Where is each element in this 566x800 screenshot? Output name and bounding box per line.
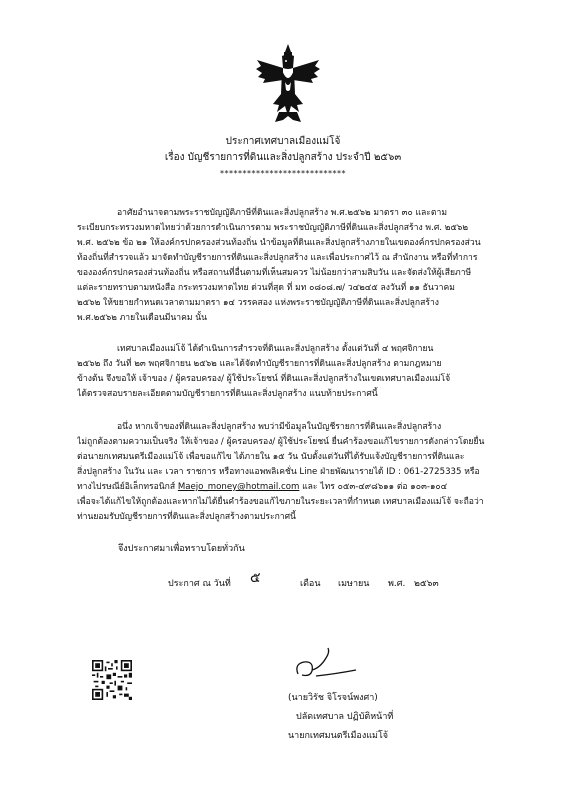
date-month: เมษายน [338, 579, 370, 589]
signatory-position-1: ปลัดเทศบาล ปฏิบัติหน้าที่ [296, 712, 394, 722]
date-year: ๒๕๖๓ [414, 579, 439, 589]
para3-line: ไม่ถูกต้องตามความเป็นจริง ให้เจ้าของ / ผู้ครอบครอง/ ผู้ใช้ประโยชน์ ยื่นคำร้องขอแก้ไขรายการดังกล่าวโดยยื่น [77, 437, 485, 447]
qr-code [92, 660, 132, 700]
para3-line: สิ่งปลูกสร้าง ในวัน และ เวลา ราชการ หรือทางแอพพลิเคชั่น Line ฝ่ายพัฒนารายได้ ID : 061-2725335 หรือ [77, 467, 480, 477]
paragraph-2 [77, 342, 517, 402]
para1-line: ท้องถิ่นที่สำรวจแล้ว มาจัดทำบัญชีรายการที่ดินและสิ่งปลูกสร้าง และเพื่อประกาศไว้ ณ สำนักงาน หรือที่ทำการ [77, 253, 478, 263]
signatory-name: (นายวิรัช จิโรจน์พงศา) [288, 693, 378, 703]
date-prefix: ประกาศ ณ วันที่ [168, 579, 231, 589]
signatory-position-2: นายกเทศมนตรีเมืองแม่โจ้ [288, 731, 389, 741]
para1-line: ขององค์กรปกครองส่วนท้องถิ่น หรือสถานที่อื่นตามที่เห็นสมควร ไม่น้อยกว่าสามสิบวัน และจัดส่งให้ผู้เสียภาษี [77, 268, 472, 278]
para1-line: พ.ศ. ๒๕๖๒ ข้อ ๒๑ ให้องค์กรปกครองส่วนท้องถิ่น นำข้อมูลที่ดินและสิ่งปลูกสร้างภายในเขตองค์กรปกครองส่วน [77, 238, 481, 248]
para3-line: ทางไปรษณีย์อิเล็กทรอนิกส์ Maejo_money@hotmail.com และ ไทร ๐๕๓-๔๙๘๖๑๑ ต่อ ๑๐๓-๑๐๔ [77, 482, 448, 492]
announcement-org: ประกาศเทศบาลเมืองแม่โจ้ [225, 136, 341, 147]
separator-stars: **************************** [220, 169, 346, 178]
date-month-label: เดือน [300, 579, 321, 589]
para2-line: ข้างต้น จึงขอให้ เจ้าของ / ผู้ครอบครอง/ ผู้ใช้ประโยชน์ ที่ดินและสิ่งปลูกสร้างในเขตเทศบาลเมืองแม่โจ้ [77, 374, 451, 384]
para3-line: ท่านยอมรับบัญชีรายการที่ดินและสิ่งปลูกสร้างตามประกาศนี้ [77, 512, 296, 522]
date-day-handwritten: ๕ [250, 570, 261, 586]
para3-line: ต่อนายกเทศมนตรีเมืองแม่โจ้ เพื่อขอแก้ไข ได้ภายใน ๑๕ วัน นับตั้งแต่วันที่ได้รับแจ้งบัญชีรายการที่ดินและ [77, 452, 465, 462]
closing-line: จึงประกาศมาเพื่อทราบโดยทั่วกัน [118, 544, 245, 554]
para1-line: แต่ละรายทราบตามหนังสือ กระทรวงมหาดไทย ด่วนที่สุด ที่ มท ๐๘๐๘.๗/ ว๔๒๔๕ ลงวันที่ ๑๑ ธันวาคม [77, 283, 455, 293]
para2-line: เทศบาลเมืองแม่โจ้ ได้ดำเนินการสำรวจที่ดินและสิ่งปลูกสร้าง ตั้งแต่วันที่ ๔ พฤศจิกายน [117, 344, 434, 354]
para3-line: เพื่อจะได้แก้ไขให้ถูกต้องและหากไม่ได้ยื่นคำร้องขอแก้ไขภายในระยะเวลาที่กำหนด เทศบาลเมืองแม่โจ้ จะถือว่า [77, 497, 484, 507]
para1-line: พ.ศ.๒๕๖๒ ภายในเดือนมีนาคม นั้น [77, 313, 208, 323]
paragraph-1 [77, 206, 517, 326]
date-year-label: พ.ศ. [388, 579, 406, 589]
garuda-emblem [255, 42, 321, 124]
para2-line: ๒๕๖๒ ถึง วันที่ ๒๓ พฤศจิกายน ๒๕๖๒ และได้จัดทำบัญชีรายการที่ดินและสิ่งปลูกสร้าง ตามกฎหมาย [77, 359, 442, 369]
para3-line: อนึ่ง หากเจ้าของที่ดินและสิ่งปลูกสร้าง พบว่ามีข้อมูลในบัญชีรายการที่ดินและสิ่งปลูกสร้าง [117, 422, 442, 432]
handwritten-signature [290, 640, 360, 684]
email-address: Maejo_money@hotmail.com [177, 482, 300, 492]
para1-line: ระเบียบกระทรวงมหาดไทยว่าด้วยการดำเนินการตาม พระราชบัญญัติภาษีที่ดินและสิ่งปลูกสร้าง พ.ศ. ๒๕๖๒ [77, 223, 469, 233]
para2-line: ได้ตรวจสอบรายละเอียดตามบัญชีรายการที่ดินและสิ่งปลูกสร้าง แนบท้ายประกาศนี้ [77, 389, 378, 399]
para1-line: อาศัยอำนาจตามพระราชบัญญัติภาษีที่ดินและสิ่งปลูกสร้าง พ.ศ.๒๕๖๒ มาตรา ๓๐ และตาม [117, 208, 447, 218]
announcement-subject: เรื่อง บัญชีรายการที่ดินและสิ่งปลูกสร้าง ประจำปี ๒๕๖๓ [164, 152, 402, 163]
paragraph-3 [77, 420, 517, 525]
para1-line: ๒๕๖๒ ให้ขยายกำหนดเวลาตามมาตรา ๑๔ วรรคสอง แห่งพระราชบัญญัติภาษีที่ดินและสิ่งปลูกสร้าง [77, 298, 439, 308]
